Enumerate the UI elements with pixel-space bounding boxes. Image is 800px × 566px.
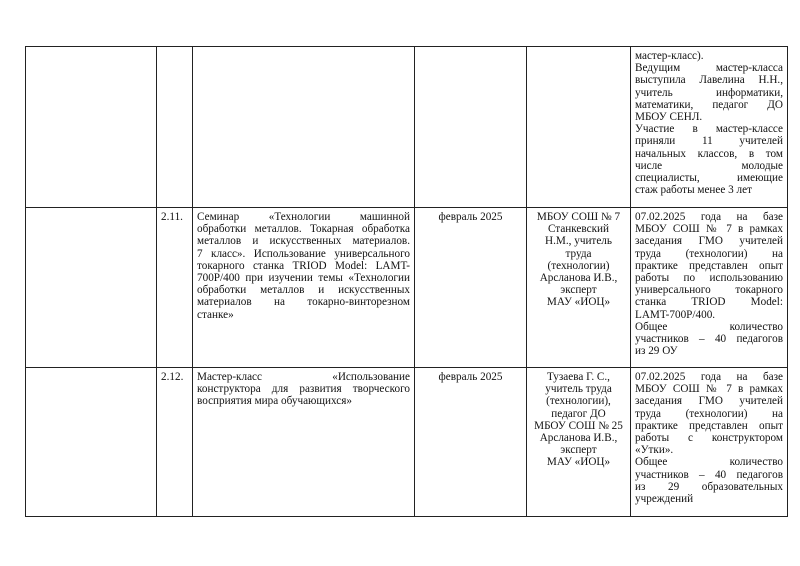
text-line: участников – 40 педагогов [635,333,783,346]
text-line: «Утки». [635,444,674,457]
text-line: математики, педагог ДО [635,98,783,111]
text-line: Ведущим мастер-класса [635,62,783,75]
text-line: труда (технологии) на [635,407,783,420]
text-line: LAMT-700P/400. [635,308,716,321]
text-line: МАУ «ИОЦ» [546,456,611,469]
text-line: Арсланова И.В., [539,272,618,285]
text-line: начальных классов, в том [635,147,783,160]
text-line: МБОУ СОШ № 7 [536,211,621,223]
empty-cell [26,368,157,517]
text-line: эксперт [560,284,597,297]
text-line: числе молодые [635,159,783,172]
text-line: 7 класс». Использование универсального [197,247,410,260]
text-line: труда (технологии) на [635,247,783,260]
result-cell [631,368,788,517]
date-cell [415,47,527,208]
text-line: МБОУ СОШ № 7 в рамках [635,383,783,396]
row-number: 2.11. [157,208,193,368]
table-row [26,368,788,517]
text-line: практике представлен опыт [635,419,783,432]
text-line: Н.М., учитель [545,235,612,248]
text-line: Семинар «Технологии машинной [197,211,410,223]
text-line: восприятия мира обучающихся» [197,395,352,408]
text-line: МАУ «ИОЦ» [546,296,611,309]
text-line: материалов на токарно-винторезном [197,296,410,309]
activities-table [25,46,788,517]
result-cell [631,47,788,208]
responsible-cell [527,47,631,208]
text-line: Участие в мастер-классе [635,123,783,136]
date-cell: февраль 2025 [415,208,527,368]
text-line: МБОУ СЕНЛ. [635,111,703,124]
text-line: (технологии), [546,395,611,408]
text-line: работы по использованию [635,272,783,285]
text-line: мастер-класс). [635,50,704,62]
text-line: 700P/400 при изучении темы «Технологии [197,272,410,285]
text-line: учитель труда [545,383,612,396]
text-line: эксперт [560,444,597,457]
text-line: металлов и искусственных материалов. [197,235,410,248]
text-line: МБОУ СОШ № 7 в рамках [635,223,783,236]
text-line: Тузаева Г. С., [547,371,610,383]
text-line: учитель информатики, [635,86,783,99]
responsible-cell [527,208,631,368]
text-line: Арсланова И.В., [539,432,618,445]
table-row [26,47,788,208]
text-line: труда [565,247,592,260]
text-line: 07.02.2025 года на базе [635,371,783,383]
text-line: универсального токарного [635,284,783,297]
text-line: из 29 ОУ [635,345,678,358]
responsible-cell [527,368,631,517]
text-line: выступила Лавелина Н.Н., [635,74,783,87]
event-cell [193,368,415,517]
text-line: заседания ГМО учителей [635,395,783,408]
text-line: Общее количество [635,456,783,469]
result-cell [631,208,788,368]
event-cell [193,208,415,368]
text-line: конструктора для развития творческого [197,383,410,396]
text-line: станке» [197,308,234,321]
text-line: стаж работы менее 3 лет [635,184,752,197]
text-line: Общее количество [635,320,783,333]
empty-cell [26,47,157,208]
text-line: из 29 образовательных [635,480,783,493]
text-line: МБОУ СОШ № 25 [534,419,623,432]
text-line: 07.02.2025 года на базе [635,211,783,223]
empty-cell [26,208,157,368]
text-line: практике представлен опыт [635,259,783,272]
date-cell: февраль 2025 [415,368,527,517]
text-line: Мастер-класс «Использование [197,371,410,383]
text-line: педагог ДО [551,407,606,420]
text-line: обработки металлов и искусственных [197,284,410,297]
text-line: Станкевский [547,223,609,236]
text-line: заседания ГМО учителей [635,235,783,248]
text-line: обработки металлов. Токарная обработка [197,223,410,236]
text-line: токарного станка TRIOD Model: LAMT- [197,259,410,272]
text-line: станка TRIOD Model: [635,296,783,309]
text-line: работы с конструктором [635,432,783,445]
event-cell [193,47,415,208]
row-number [157,47,193,208]
row-number: 2.12. [157,368,193,517]
text-line: приняли 11 учителей [635,135,783,148]
text-line: специалисты, имеющие [635,172,783,185]
table-row [26,208,788,368]
text-line: (технологии) [547,259,610,272]
text-line: участников – 40 педагогов [635,468,783,481]
text-line: учреждений [635,493,694,506]
